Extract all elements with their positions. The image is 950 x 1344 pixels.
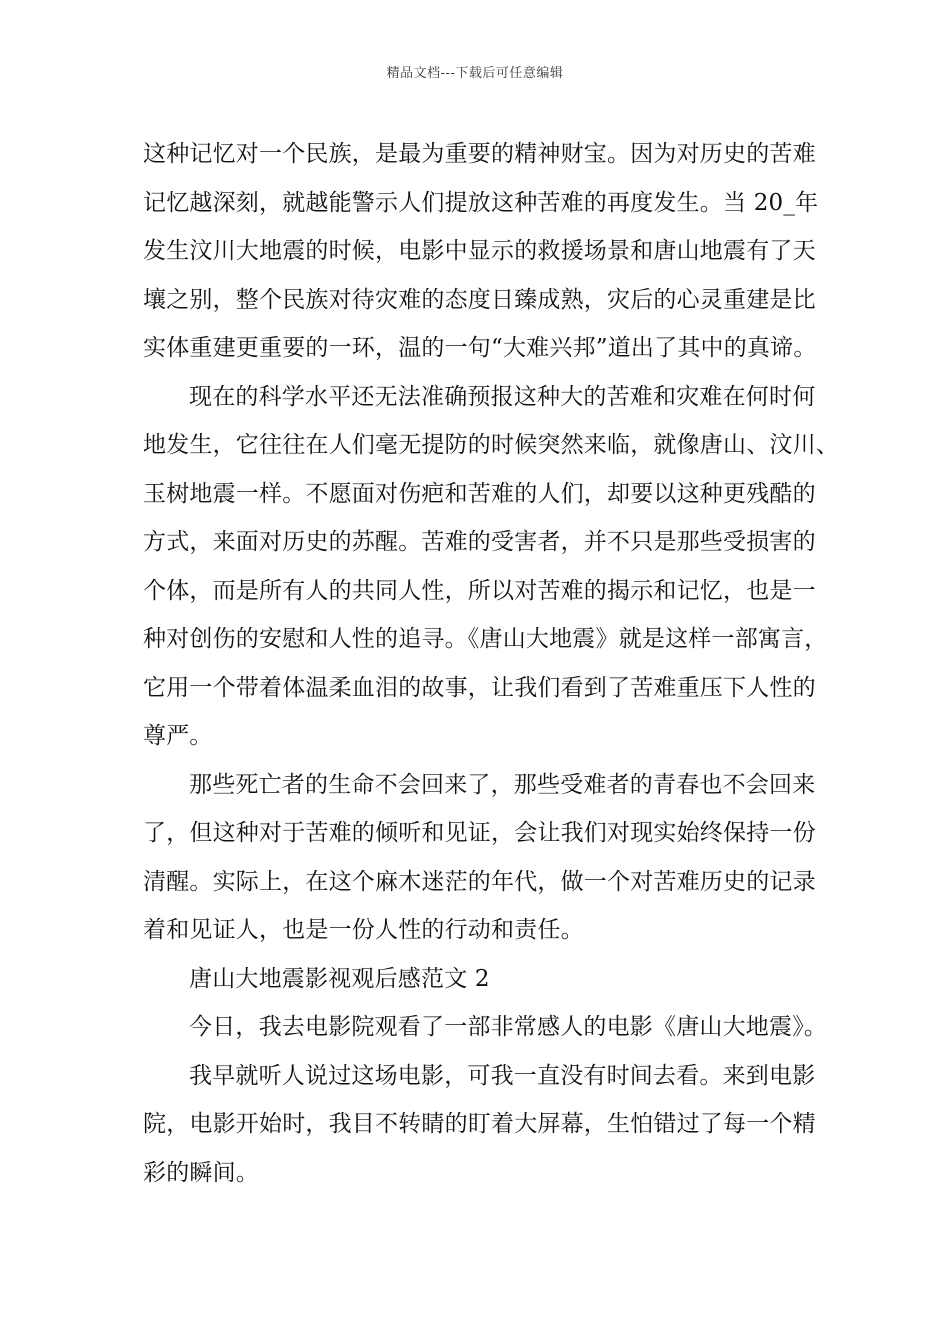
- text-line: 了，但这种对于苦难的倾听和见证，会让我们对现实始终保持一份: [143, 820, 816, 846]
- text-line: 尊严。: [143, 723, 213, 749]
- text-line: 方式，来面对历史的苏醒。苦难的受害者，并不只是那些受损害的: [143, 529, 816, 555]
- section-heading: [143, 955, 823, 1004]
- text-line: 这种记忆对一个民族，是最为重要的精神财宝。因为对历史的苦难: [143, 141, 816, 167]
- text-line: 清醒。实际上，在这个麻木迷茫的年代，做一个对苦难历史的记录: [143, 868, 816, 895]
- paragraph: [143, 130, 823, 373]
- text-line: 发生汶川大地震的时候，电影中显示的救援场景和唐山地震有了天: [143, 238, 816, 264]
- text-line: 今日，我去电影院观看了一部非常感人的电影《唐山大地震》。: [189, 1014, 828, 1040]
- text-line: 那些死亡者的生命不会回来了，那些受难者的青春也不会回来: [189, 771, 816, 798]
- text-line: 记忆越深刻，就越能警示人们提放这种苦难的再度发生。当 20_年: [143, 189, 819, 216]
- text-line: 现在的科学水平还无法准确预报这种大的苦难和灾难在何时何: [189, 383, 816, 410]
- text-line: 地发生，它往往在人们毫无提防的时候突然来临，就像唐山、汶川、: [143, 432, 839, 458]
- text-line: 种对创伤的安慰和人性的追寻。《唐山大地震》就是这样一部寓言，: [143, 626, 828, 652]
- text-line: 个体，而是所有人的共同人性，所以对苦难的揭示和记忆，也是一: [143, 577, 816, 604]
- text-line: 彩的瞬间。: [143, 1159, 259, 1186]
- text-line: 我早就听人说过这场电影，可我一直没有时间去看。来到电影: [189, 1062, 816, 1089]
- text-line: 壤之别，整个民族对待灾难的态度日臻成熟，灾后的心灵重建是比: [143, 286, 816, 313]
- text-line: 院，电影开始时，我目不转睛的盯着大屏幕，生怕错过了每一个精: [143, 1111, 816, 1137]
- text-line: 着和见证人，也是一份人性的行动和责任。: [143, 917, 584, 943]
- text-line: 实体重建更重要的一环，温的一句“大难兴邦”道出了其中的真谛。: [143, 335, 817, 361]
- page-header: 精品文档---下载后可任意编辑: [386, 66, 564, 81]
- paragraph: [143, 373, 839, 761]
- paragraph: [143, 1003, 828, 1052]
- document-body: [143, 130, 839, 1197]
- text-line: 玉树地震一样。不愿面对伤疤和苦难的人们，却要以这种更残酷的: [143, 480, 816, 507]
- paragraph: [143, 761, 823, 955]
- text-line: 唐山大地震影视观后感范文 2: [189, 965, 490, 992]
- text-line: 它用一个带着体温柔血泪的故事，让我们看到了苦难重压下人性的: [143, 674, 816, 701]
- paragraph: [143, 1052, 823, 1198]
